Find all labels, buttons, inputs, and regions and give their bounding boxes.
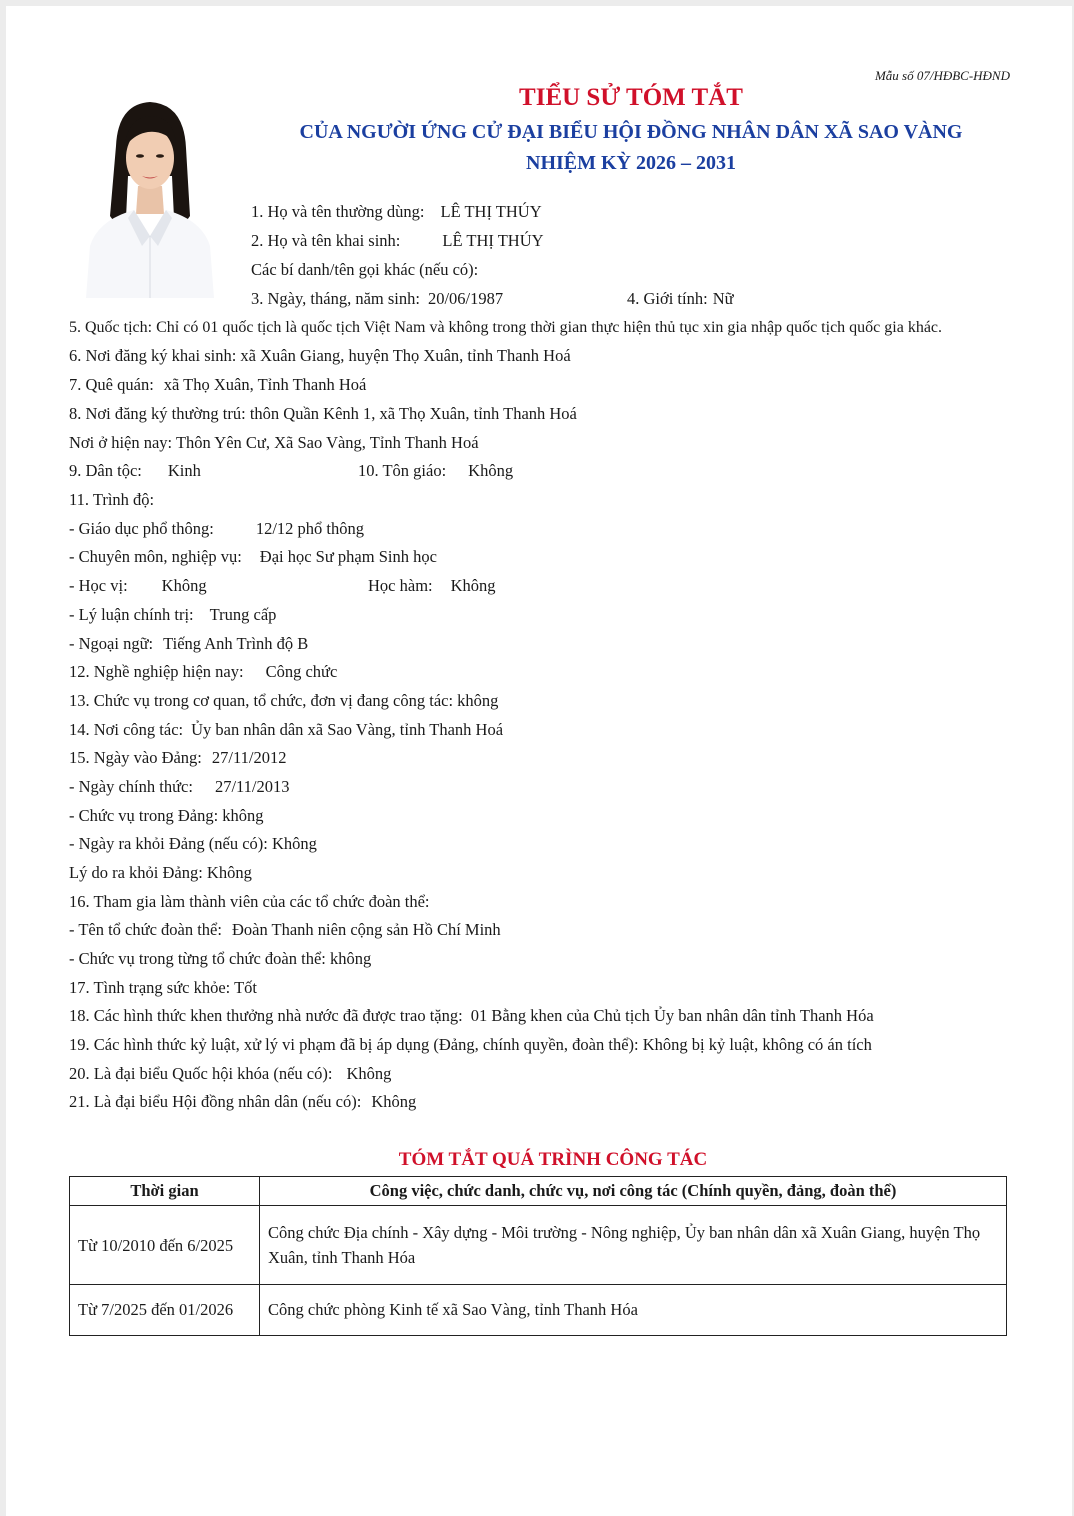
table-row — [70, 1285, 1007, 1336]
field-value: Đại học Sư phạm Sinh học — [259, 547, 437, 566]
field-value: 01 Bằng khen của Chủ tịch Ủy ban nhân dân tỉnh Thanh Hóa — [470, 1006, 874, 1025]
field-value: 27/11/2012 — [211, 748, 287, 767]
document-subtitle: CỦA NGƯỜI ỨNG CỬ ĐẠI BIỂU HỘI ĐỒNG NHÂN DÂN XÃ SAO VÀNG — [299, 121, 963, 143]
field-academic-title — [368, 576, 496, 596]
field-position: 13. Chức vụ trong cơ quan, tổ chức, đơn vị đang công tác: không — [69, 691, 499, 710]
field-value: Công chức — [265, 662, 338, 681]
field-foreign-language — [69, 634, 308, 654]
field-value: Đoàn Thanh niên cộng sản Hồ Chí Minh — [231, 920, 501, 939]
table-cell-position: Công chức phòng Kinh tế xã Sao Vàng, tỉnh Thanh Hóa — [260, 1285, 1007, 1336]
field-value: LÊ THỊ THÚY — [442, 231, 544, 250]
field-label: 18. Các hình thức khen thưởng nhà nước đã được trao tặng: — [69, 1006, 463, 1025]
field-permanent-residence: 8. Nơi đăng ký thường trú: thôn Quần Kênh 1, xã Thọ Xuân, tỉnh Thanh Hoá — [69, 404, 577, 423]
field-party-join-date — [69, 748, 286, 768]
field-value: LÊ THỊ THÚY — [440, 202, 542, 221]
field-value: Ủy ban nhân dân xã Sao Vàng, tỉnh Thanh Hoá — [191, 720, 504, 739]
field-value: Không — [161, 576, 207, 595]
work-history-table — [69, 1176, 1007, 1336]
field-value: Tiếng Anh Trình độ B — [163, 634, 309, 653]
field-label: 9. Dân tộc: — [69, 461, 142, 480]
field-party-leave-reason: Lý do ra khỏi Đảng: Không — [69, 863, 252, 882]
form-number: Mẫu số 07/HĐBC-HĐND — [874, 68, 1010, 83]
field-nationality: 5. Quốc tịch: Chỉ có 01 quốc tịch là quốc tịch Việt Nam và không trong thời gian thực hiện thủ tục xin gia nhập quốc tịch quốc gia khác. — [69, 319, 943, 336]
field-organizations: 16. Tham gia làm thành viên của các tổ chức đoàn thể: — [69, 892, 430, 911]
field-political-theory — [69, 605, 276, 625]
field-academic-degree — [69, 576, 207, 596]
field-value: 27/11/2013 — [214, 777, 290, 796]
field-label: 12. Nghề nghiệp hiện nay: — [69, 662, 244, 681]
field-value: xã Thọ Xuân, Tỉnh Thanh Hoá — [163, 375, 367, 394]
field-label: - Lý luận chính trị: — [69, 605, 194, 624]
field-label: 3. Ngày, tháng, năm sinh: — [251, 289, 420, 308]
table-cell-time: Từ 7/2025 đến 01/2026 — [70, 1285, 260, 1336]
field-label: 2. Họ và tên khai sinh: — [251, 231, 401, 250]
field-occupation — [69, 662, 337, 682]
field-party-leave-date: - Ngày ra khỏi Đảng (nếu có): Không — [69, 834, 317, 853]
field-value: Không — [346, 1064, 392, 1083]
table-header-row — [70, 1177, 1007, 1206]
field-common-name — [251, 202, 542, 222]
field-birth-registration: 6. Nơi đăng ký khai sinh: xã Xuân Giang, huyện Thọ Xuân, tỉnh Thanh Hoá — [69, 346, 571, 365]
field-general-education — [69, 519, 364, 539]
field-aliases: Các bí danh/tên gọi khác (nếu có): — [251, 260, 479, 279]
field-label: 14. Nơi công tác: — [69, 720, 184, 739]
field-organization-position: - Chức vụ trong từng tổ chức đoàn thể: không — [69, 949, 372, 968]
field-value: Không — [371, 1092, 417, 1111]
field-party-position: - Chức vụ trong Đảng: không — [69, 806, 264, 825]
field-label: 20. Là đại biểu Quốc hội khóa (nếu có): — [69, 1064, 333, 1083]
candidate-photo — [76, 86, 224, 298]
field-value: Nữ — [712, 289, 734, 308]
field-hometown — [69, 375, 366, 395]
column-header-position: Công việc, chức danh, chức vụ, nơi công tác (Chính quyền, đảng, đoàn thể) — [260, 1177, 1007, 1206]
document-term: NHIỆM KỲ 2026 – 2031 — [526, 152, 736, 174]
field-religion — [358, 461, 513, 481]
table-cell-time: Từ 10/2010 đến 6/2025 — [70, 1206, 260, 1285]
field-value: Kinh — [167, 461, 201, 480]
field-label: 10. Tôn giáo: — [358, 461, 447, 480]
field-value: Không — [450, 576, 496, 595]
field-party-official-date — [69, 777, 290, 797]
field-label: 1. Họ và tên thường dùng: — [251, 202, 425, 221]
field-label: - Học vị: — [69, 576, 128, 595]
field-discipline: 19. Các hình thức kỷ luật, xử lý vi phạm đã bị áp dụng (Đảng, chính quyền, đoàn thể): Không bị kỷ luật, không có án tích — [69, 1035, 872, 1054]
field-label: - Ngoại ngữ: — [69, 634, 154, 653]
field-health: 17. Tình trạng sức khỏe: Tốt — [69, 978, 257, 997]
field-specialization — [69, 547, 437, 567]
field-current-residence: Nơi ở hiện nay: Thôn Yên Cư, Xã Sao Vàng, Tỉnh Thanh Hoá — [69, 433, 479, 452]
field-value: 12/12 phổ thông — [255, 519, 364, 538]
field-label: 4. Giới tính: — [627, 289, 708, 308]
document-title: TIỂU SỬ TÓM TẮT — [519, 84, 743, 111]
field-value: Không — [468, 461, 514, 480]
table-cell-position: Công chức Địa chính - Xây dựng - Môi trường - Nông nghiệp, Ủy ban nhân dân xã Xuân Giang, huyện Thọ Xuân, tỉnh Thanh Hóa — [260, 1206, 1007, 1285]
field-value: 20/06/1987 — [427, 289, 504, 308]
field-label: 21. Là đại biểu Hội đồng nhân dân (nếu có): — [69, 1092, 362, 1111]
field-peoples-council — [69, 1092, 416, 1112]
table-row — [70, 1206, 1007, 1285]
document-page — [6, 6, 1072, 1516]
work-history-title: TÓM TẮT QUÁ TRÌNH CÔNG TÁC — [398, 1149, 708, 1170]
field-label: Học hàm: — [368, 576, 433, 595]
field-label: 7. Quê quán: — [69, 375, 154, 394]
field-label: - Tên tổ chức đoàn thể: — [69, 920, 222, 939]
field-gender — [627, 289, 734, 309]
field-organization-name — [69, 920, 501, 940]
field-birth-name — [251, 231, 544, 251]
column-header-time: Thời gian — [70, 1177, 260, 1206]
field-label: - Ngày chính thức: — [69, 777, 193, 796]
field-label: 15. Ngày vào Đảng: — [69, 748, 202, 767]
field-workplace — [69, 720, 503, 740]
field-birth-date — [251, 289, 503, 309]
field-education-heading: 11. Trình độ: — [69, 490, 155, 509]
field-ethnicity — [69, 461, 201, 481]
field-label: - Chuyên môn, nghiệp vụ: — [69, 547, 242, 566]
field-label: - Giáo dục phổ thông: — [69, 519, 214, 538]
field-value: Trung cấp — [209, 605, 277, 624]
field-national-assembly — [69, 1064, 391, 1084]
field-awards — [69, 1006, 874, 1026]
